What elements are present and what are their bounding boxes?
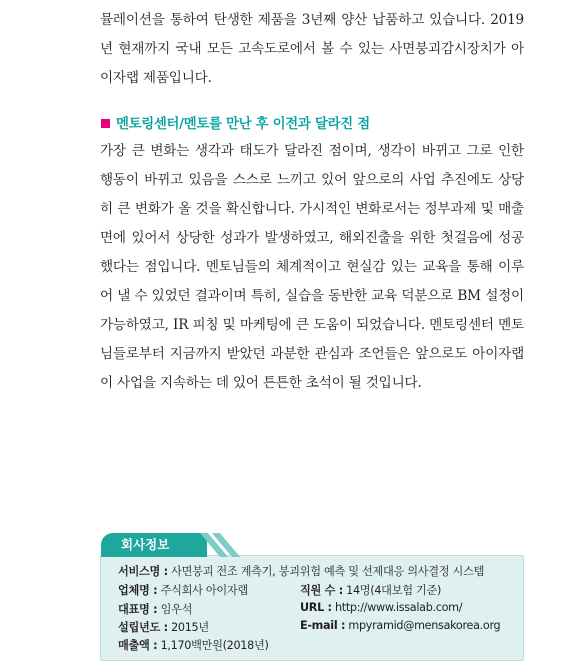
section-heading-text: 멘토링센터/멘토를 만난 후 이전과 달라진 점	[116, 117, 370, 132]
info-ceo-value: 임우석	[160, 603, 193, 616]
info-revenue-value: 1,170백만원(2018년)	[160, 639, 269, 652]
section-body-paragraph: 가장 큰 변화는 생각과 태도가 달라진 점이며, 생각이 바뀌고 그로 인한 행동이 바뀌고 있음을 스스로 느끼고 있어 앞으로의 사업 추진에도 상당히 큰 변화가 올 것을 확신합니다. 가시적인 변화로서는 정부과제 및 매출 면에 있어서 상당한 성과가 발생하였고, 해외진출을 위한 첫걸음에 성공했다는 점입니다. 멘토님들의 체계적이고 현실감 있는 교육을 통해 이루어 낼 수 있었던 결과이며 특히, 실습을 동반한 교육 덕분으로 BM 설정이 가능하였고, IR 피칭 및 마케팅에 큰 도움이 되었습니다. 멘토링센터 멘토님들로부터 지금까지 받았던 과분한 관심과 조언들은 앞으로도 아이자랩이 사업을 지속하는 데 있어 튼튼한 초석이 될 것입니다.	[100, 143, 524, 391]
info-url-value[interactable]: http://www.issalab.com/	[334, 601, 463, 614]
info-company	[118, 582, 248, 598]
info-founded	[118, 619, 209, 635]
info-ceo	[118, 601, 192, 617]
info-staff-label: 직원 수 :	[300, 584, 343, 597]
info-email-label: E-mail :	[300, 619, 346, 632]
info-revenue	[118, 637, 269, 653]
info-url-label: URL :	[300, 601, 332, 614]
intro-paragraph: 뮬레이션을 통하여 탄생한 제품을 3년째 양산 납품하고 있습니다. 2019년 현재까지 국내 모든 고속도로에서 볼 수 있는 사면붕괴감시장치가 아이자랩 제품입니다.	[100, 12, 524, 86]
info-url	[300, 601, 462, 614]
info-service	[118, 563, 484, 579]
info-staff	[300, 582, 441, 598]
info-company-value: 주식회사 아이자랩	[160, 584, 248, 597]
info-company-label: 업체명 :	[118, 584, 158, 597]
info-email-value[interactable]: mpyramid@mensakorea.org	[348, 619, 501, 632]
section-heading	[101, 113, 370, 132]
info-founded-value: 2015년	[171, 621, 209, 634]
info-founded-label: 설립년도 :	[118, 621, 168, 634]
info-ceo-label: 대표명 :	[118, 603, 158, 616]
square-bullet-icon	[101, 119, 110, 128]
info-service-label: 서비스명 :	[118, 565, 168, 578]
info-service-value: 사면붕괴 전조 계측기, 붕괴위험 예측 및 선제대응 의사결정 시스템	[171, 565, 485, 578]
info-staff-value: 14명(4대보험 기준)	[346, 584, 442, 597]
info-email	[300, 619, 500, 632]
company-info-tab: 회사정보	[101, 533, 207, 557]
info-revenue-label: 매출액 :	[118, 639, 158, 652]
